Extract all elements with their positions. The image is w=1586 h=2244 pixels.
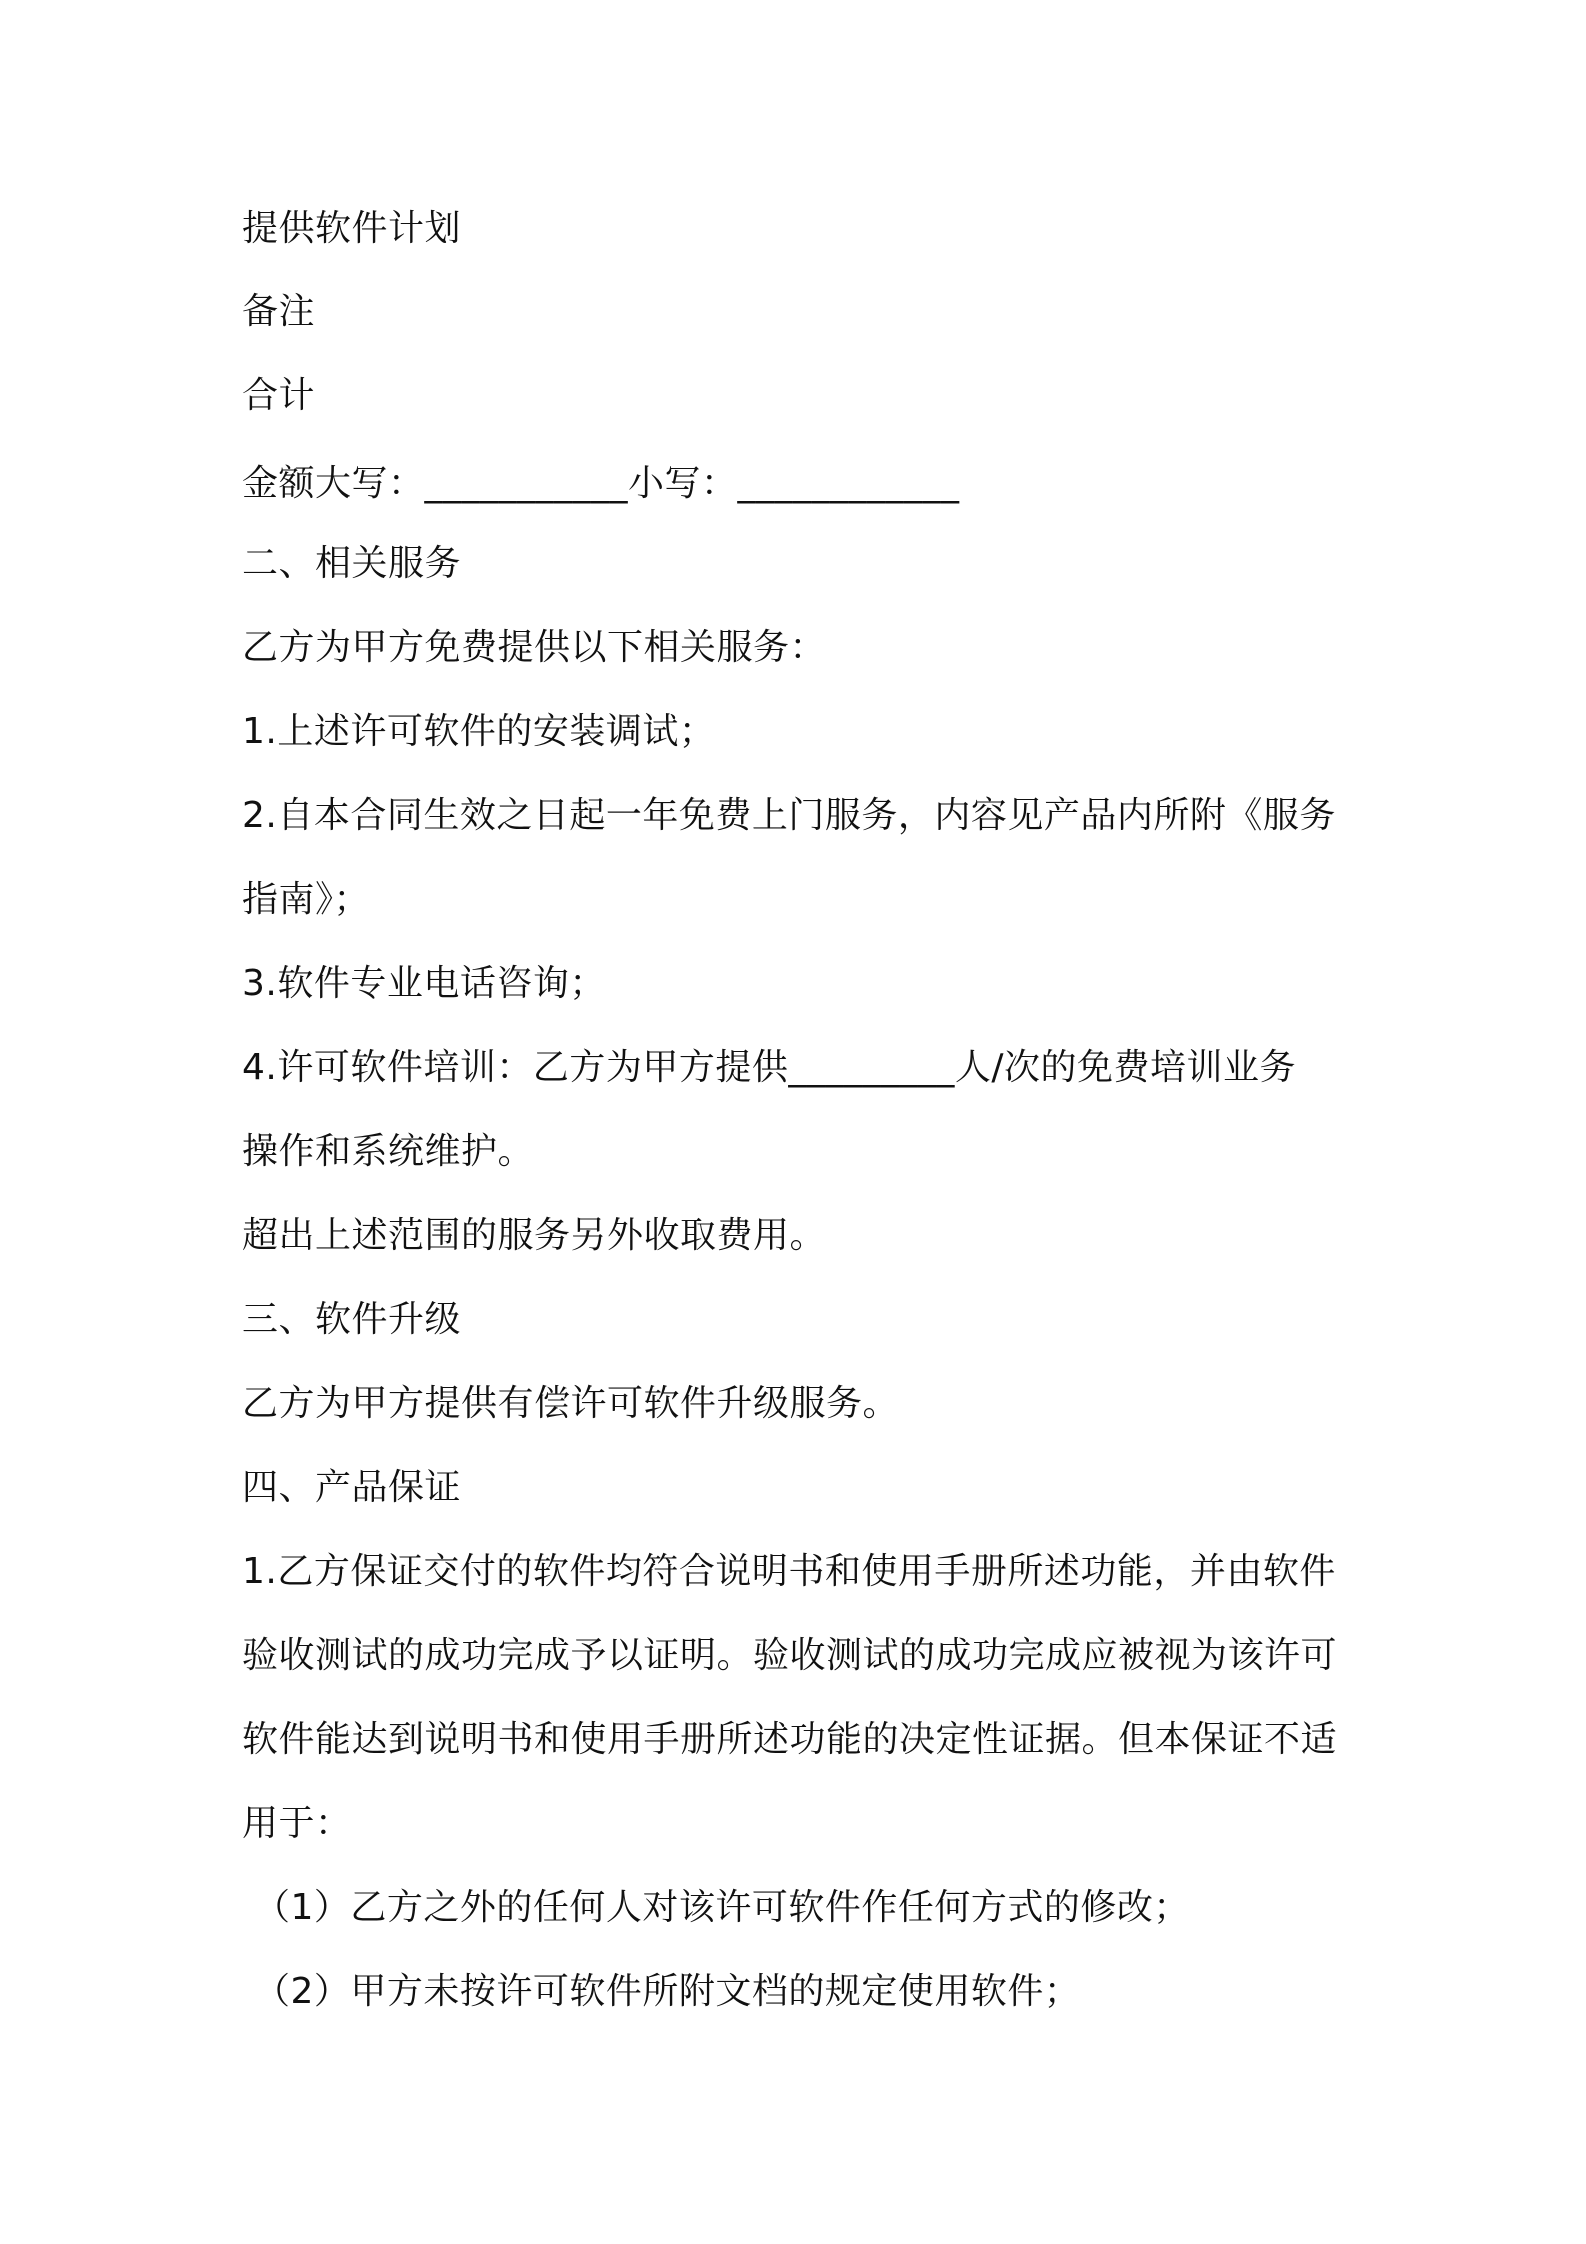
line-total: 合计 — [242, 375, 316, 416]
paragraph-warranty-4: 用于： — [242, 1803, 352, 1844]
paragraph-free-services-intro: 乙方为甲方免费提供以下相关服务： — [242, 627, 827, 668]
paragraph-extra-fees: 超出上述范围的服务另外收取费用。 — [242, 1215, 827, 1256]
paragraph-warranty-3: 软件能达到说明书和使用手册所述功能的决定性证据。但本保证不适 — [242, 1719, 1338, 1760]
line-amount: 金额大写：___________小写：____________ — [242, 463, 960, 504]
list-item-installation: 1.上述许可软件的安装调试； — [242, 711, 716, 752]
list-item-training: 4.许可软件培训：乙方为甲方提供_________人/次的免费培训业务 — [242, 1047, 1296, 1088]
list-item-onsite-service: 2.自本合同生效之日起一年免费上门服务，内容见产品内所附《服务 — [242, 795, 1336, 836]
section-heading-warranty: 四、产品保证 — [242, 1467, 462, 1508]
line-remarks: 备注 — [242, 291, 316, 332]
section-heading-related-services: 二、相关服务 — [242, 543, 462, 584]
paragraph-warranty-1: 1.乙方保证交付的软件均符合说明书和使用手册所述功能，并由软件 — [242, 1551, 1336, 1592]
list-item-exception-2: （2）甲方未按许可软件所附文档的规定使用软件； — [254, 1971, 1081, 2012]
list-item-exception-1: （1）乙方之外的任何人对该许可软件作任何方式的修改； — [254, 1887, 1190, 1928]
list-item-onsite-service-cont: 指南》； — [242, 879, 371, 920]
paragraph-upgrade-service: 乙方为甲方提供有偿许可软件升级服务。 — [242, 1383, 900, 1424]
section-heading-upgrade: 三、软件升级 — [242, 1299, 462, 1340]
list-item-training-cont: 操作和系统维护。 — [242, 1131, 535, 1172]
paragraph-warranty-2: 验收测试的成功完成予以证明。验收测试的成功完成应被视为该许可 — [242, 1635, 1338, 1676]
line-software-plan: 提供软件计划 — [242, 208, 462, 249]
list-item-phone-consulting: 3.软件专业电话咨询； — [242, 963, 606, 1004]
